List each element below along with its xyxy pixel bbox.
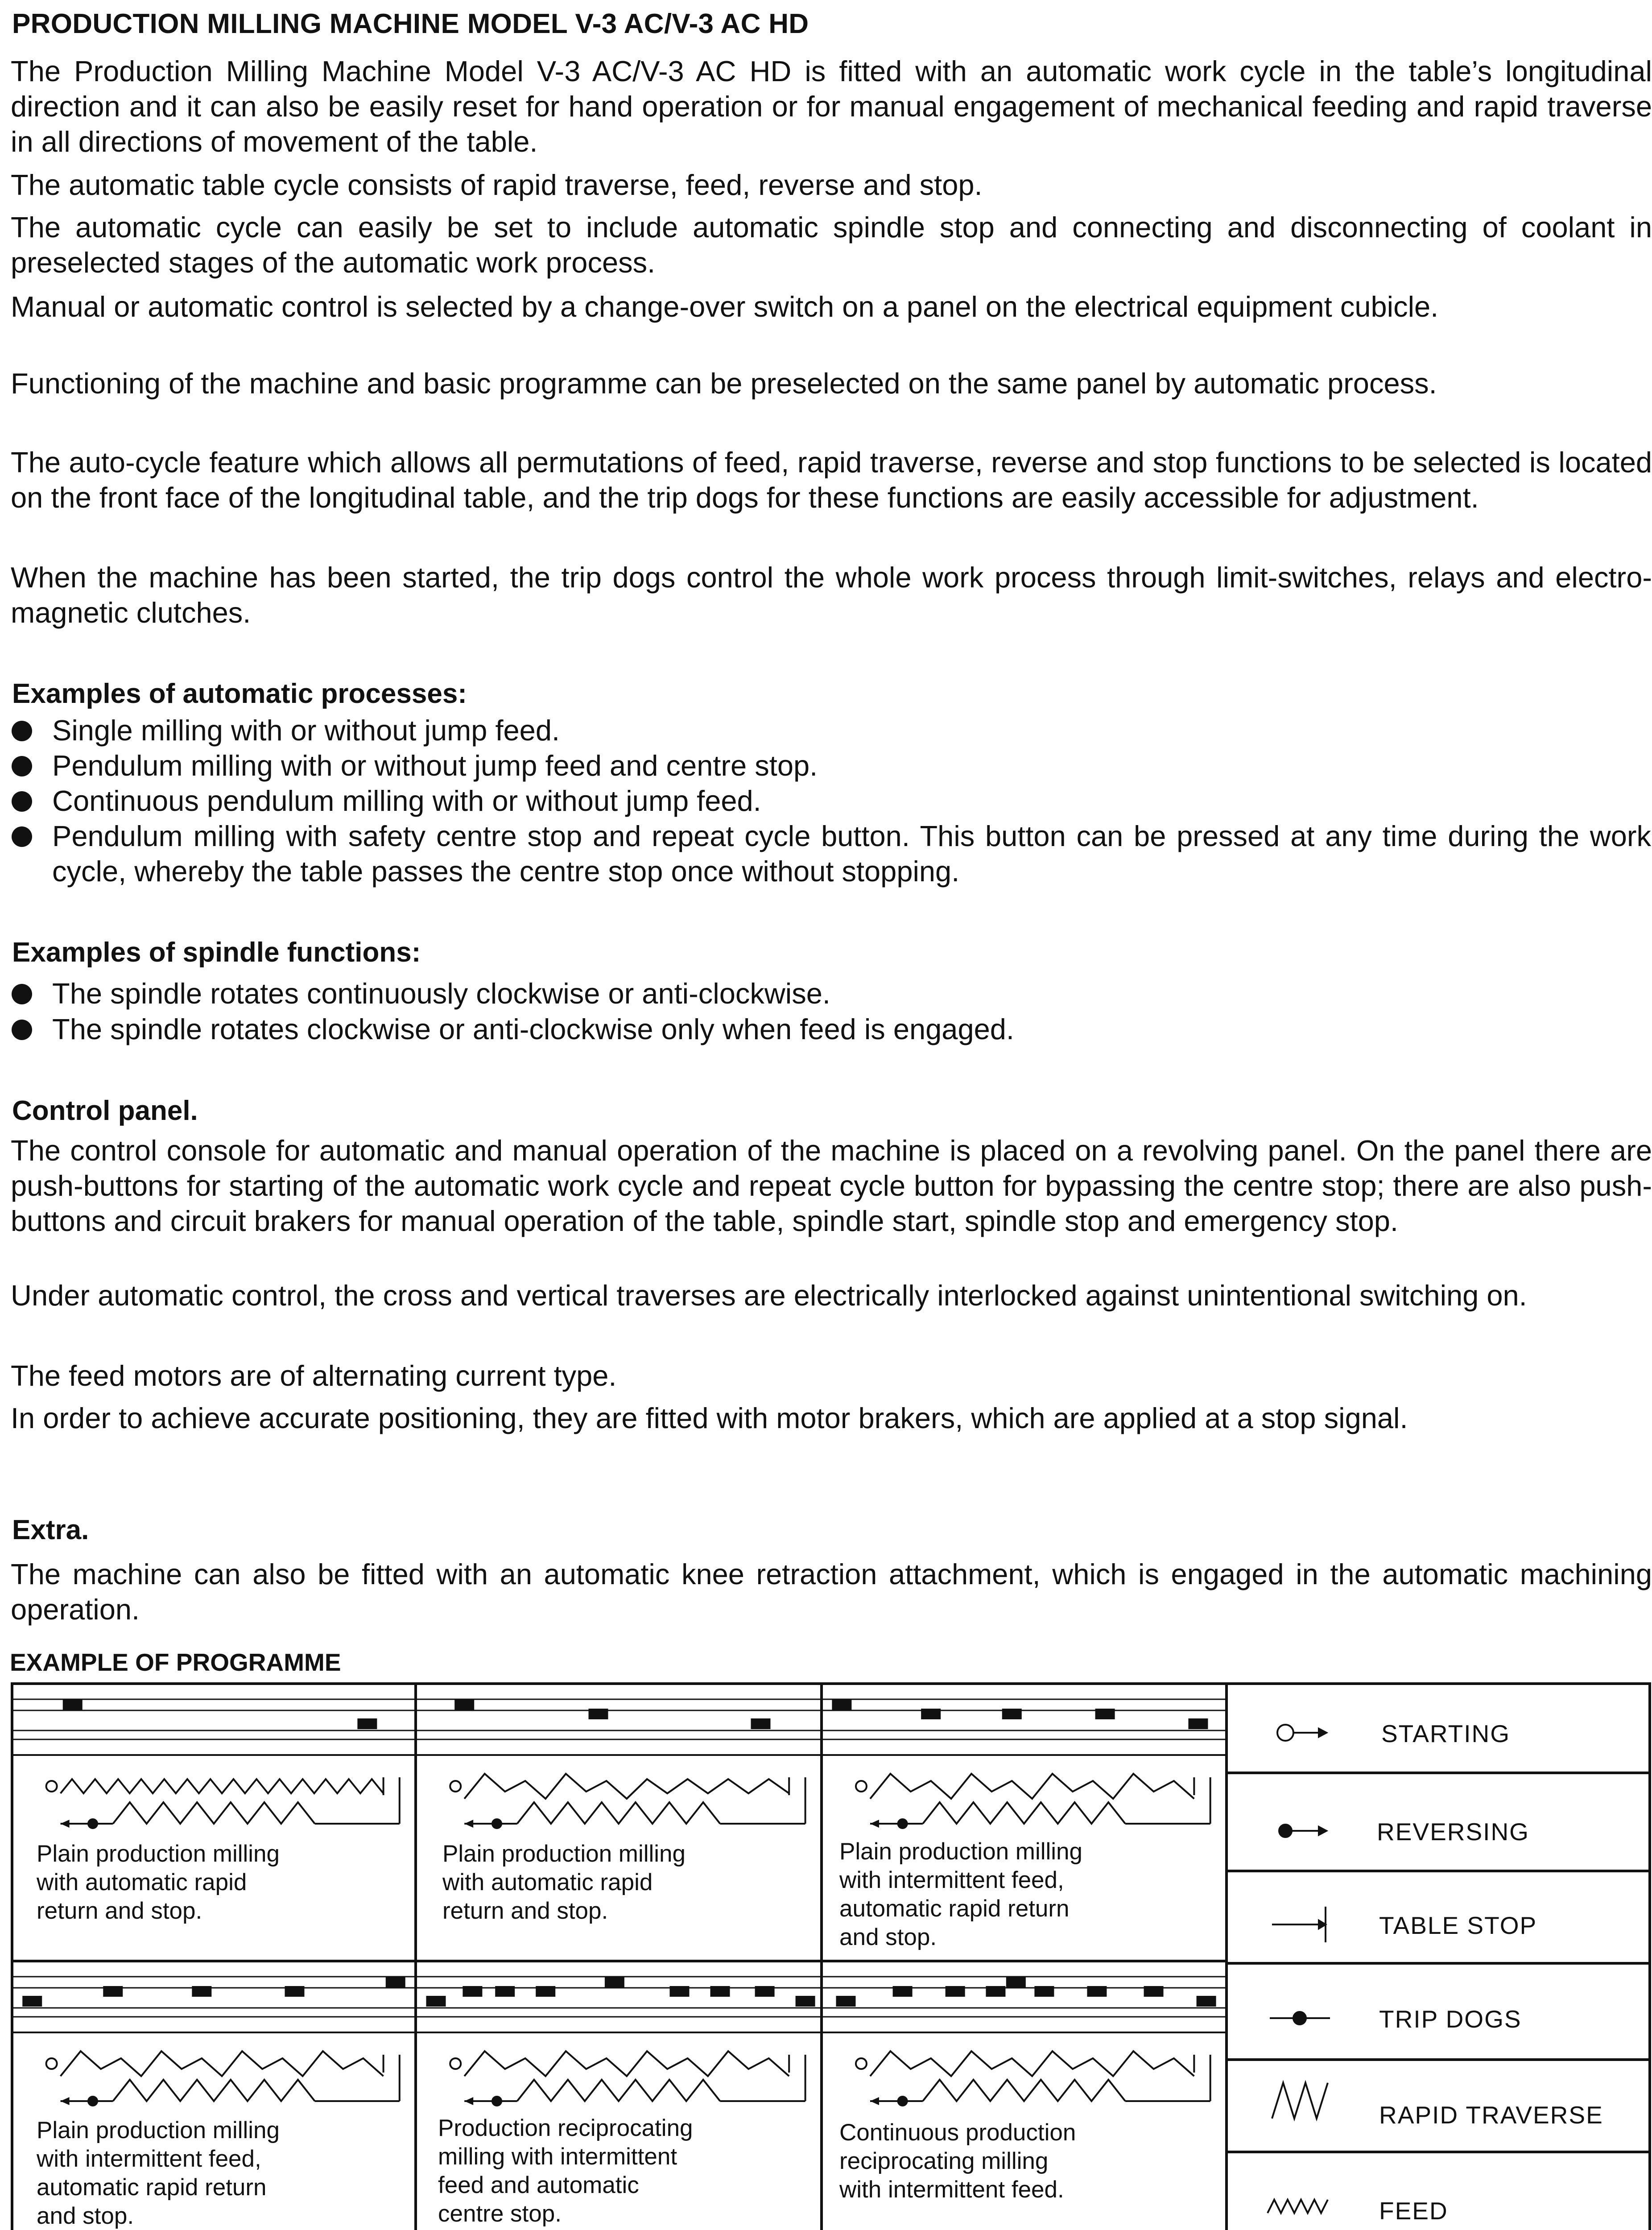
intro-paragraph-3: The automatic cycle can easily be set to include automatic spindle stop and connecting and disconnecting of coolant in preselected stages of the automatic work process. <box>11 211 1652 279</box>
spindle-heading: Examples of spindle functions: <box>12 937 421 968</box>
legend-label: TRIP DOGS <box>1379 2005 1522 2033</box>
starting-icon <box>1319 1729 1326 1737</box>
programme-caption: Plain production milling with automatic rapid return and stop. <box>442 1841 686 1924</box>
programme-caption: Production reciprocating milling with intermittent feed and automatic centre stop. <box>438 2115 693 2227</box>
bullet-icon <box>12 791 32 812</box>
control-paragraph-3: The feed motors are of alternating current type. <box>11 1359 617 1392</box>
page-title: PRODUCTION MILLING MACHINE MODEL V-3 AC/V-3 AC HD <box>12 8 809 39</box>
bullet-icon <box>12 721 32 741</box>
control-paragraph-1: The control console for automatic and manual operation of the machine is placed on a revolving panel. On the panel there are push-buttons for starting of the automatic work cycle and repeat cycle button for bypassing the centre stop; there are also push-buttons and circuit brakers for manual operation of the table, spindle start, spindle stop and emergency stop. <box>11 1134 1652 1237</box>
programme-caption: Plain production milling with automatic rapid return and stop. <box>37 1841 280 1924</box>
reversing-icon <box>1319 1827 1326 1835</box>
intro-paragraph-2: The automatic table cycle consists of rapid traverse, feed, reverse and stop. <box>11 169 983 201</box>
list-item: The spindle rotates continuously clockwise or anti-clockwise. <box>10 976 1651 1011</box>
programme-caption: Plain production milling with intermittent feed, automatic rapid return and stop. <box>37 2117 280 2229</box>
control-paragraph-4: In order to achieve accurate positioning, they are fitted with motor brakers, which are applied at a stop signal. <box>11 1402 1408 1434</box>
starting-icon <box>1277 1725 1293 1741</box>
bullet-icon <box>12 984 32 1004</box>
legend-label: REVERSING <box>1377 1818 1529 1846</box>
list-item: The spindle rotates clockwise or anti-clockwise only when feed is engaged. <box>10 1012 1651 1047</box>
legend-label: TABLE STOP <box>1379 1912 1537 1939</box>
legend-label: STARTING <box>1381 1720 1510 1747</box>
programme-caption: Continuous production reciprocating milling with intermittent feed. <box>839 2119 1076 2203</box>
legend-label: RAPID TRAVERSE <box>1379 2101 1603 2129</box>
intro-paragraph-6: The auto-cycle feature which allows all permutations of feed, rapid traverse, reverse and stop functions to be selected is located on the front face of the longitudinal table, and the trip dogs for these functions are easily accessible for adjustment. <box>11 446 1652 514</box>
legend-label: FEED <box>1379 2197 1448 2225</box>
list-item: Single milling with or without jump feed. <box>10 713 1651 748</box>
bullet-icon <box>12 1020 32 1040</box>
programme-caption: Plain production milling with intermittent feed, automatic rapid return and stop. <box>839 1838 1083 1950</box>
list-item: Pendulum milling with or without jump feed and centre stop. <box>10 748 1651 783</box>
intro-paragraph-4: Manual or automatic control is selected by a change-over switch on a panel on the electrical equipment cubicle. <box>11 290 1439 323</box>
rapid-traverse-icon <box>1272 2083 1328 2118</box>
intro-paragraph-7: When the machine has been started, the trip dogs control the whole work process through limit-switches, relays and electro-magnetic clutches. <box>11 561 1652 629</box>
control-paragraph-2: Under automatic control, the cross and vertical traverses are electrically interlocked against unintentional switching on. <box>11 1279 1527 1312</box>
extra-heading: Extra. <box>12 1515 89 1545</box>
auto-heading: Examples of automatic processes: <box>12 678 467 709</box>
intro-paragraph-1: The Production Milling Machine Model V-3 AC/V-3 AC HD is fitted with an automatic work cycle in the table’s longitudinal direction and it can also be easily reset for hand operation or for manual engagement of mechanical feeding and rapid traverse in all directions of movement of the table. <box>11 55 1652 158</box>
list-item: Continuous pendulum milling with or without jump feed. <box>10 783 1651 818</box>
feed-icon <box>1268 2200 1328 2213</box>
table-stop-icon <box>1319 1920 1326 1929</box>
bullet-icon <box>12 756 32 776</box>
bullet-icon <box>12 826 32 847</box>
extra-paragraph: The machine can also be fitted with an automatic knee retraction attachment, which is engaged in the automatic machining operation. <box>11 1558 1652 1626</box>
control-heading: Control panel. <box>12 1095 198 1126</box>
programme-title: EXAMPLE OF PROGRAMME <box>10 1648 341 1676</box>
list-item: Pendulum milling with safety centre stop and repeat cycle button. This button can be pressed at any time during the work cycle, whereby the table passes the centre stop once without stopping. <box>10 818 1651 889</box>
intro-paragraph-5: Functioning of the machine and basic programme can be preselected on the same panel by automatic process. <box>11 367 1437 400</box>
trip-dogs-icon <box>1293 2012 1306 2024</box>
